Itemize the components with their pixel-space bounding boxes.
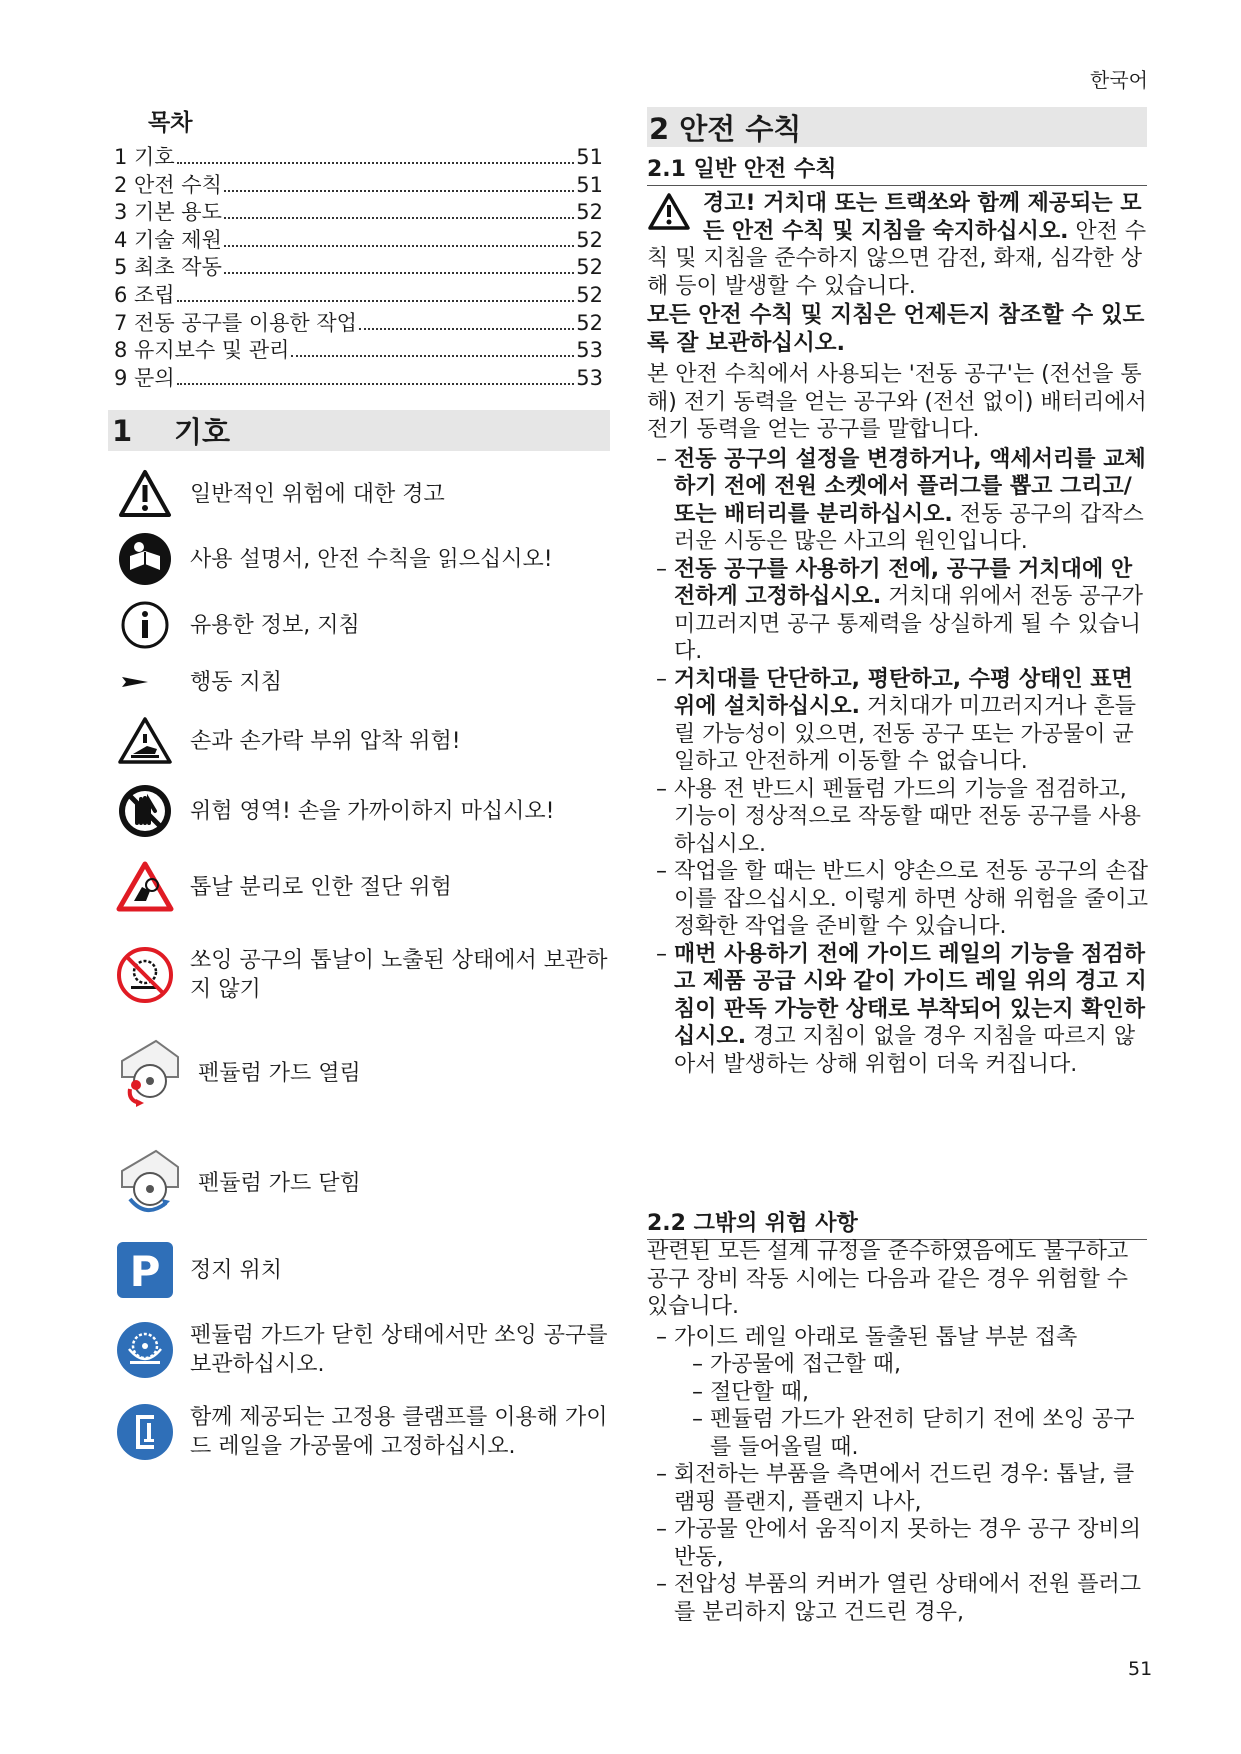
pendulum-guard-closed-icon [116, 1143, 182, 1223]
no-exposed-blade-storage-icon [116, 946, 174, 1004]
toc-entry[interactable]: 4 기술 제원 52 [114, 227, 603, 252]
list-item: – 작업을 할 때는 반드시 양손으로 전동 공구의 손잡이를 잡으십시오. 이렇게 하면 상해 위험을 줄이고 정확한 작업을 준비할 수 있습니다. [656, 859, 1148, 939]
symbol-row: 함께 제공되는 고정용 클램프를 이용해 가이드 레일을 가공물에 고정하십시오. [116, 1402, 616, 1462]
clamp-icon [116, 1403, 174, 1461]
list-item: – 거치대를 단단하고, 평탄하고, 수평 상태인 표면 위에 설치하십시오. 거치대가 미끄러지거나 흔들릴 가능성이 있으면, 전동 공구 또는 가공물이 균일하고 안전하게 이동할 수 없습니다. [656, 666, 1137, 774]
svg-text:P: P [129, 1247, 161, 1296]
subsection-2-2-heading: 2.2 그밖의 위험 사항 [647, 1206, 1147, 1240]
warning-paragraph: 경고! 거치대 또는 트랙쏘와 함께 제공되는 모든 안전 수칙 및 지침을 숙지하십시오. 안전 수칙 및 지침을 준수하지 않으면 감전, 화재, 심각한 상해 등이 발생할 수 있습니다. [647, 191, 1147, 299]
list-item: – 매번 사용하기 전에 가이드 레일의 기능을 점검하고 제품 공급 시와 같이 가이드 레일 위의 경고 지침이 판독 가능한 상태로 부착되어 있는지 확인하십시오. 경고 지침이 없을 경우 지침을 따르지 않아서 발생하는 상해 위험이 더욱 커집니다. [656, 941, 1147, 1077]
toc-title: 목차 [148, 110, 193, 136]
toc-entry[interactable]: 8 유지보수 및 관리 53 [114, 338, 603, 363]
toc-entry[interactable]: 9 문의 53 [114, 365, 603, 390]
hand-crush-warning-icon [116, 712, 174, 770]
toc-entry[interactable]: 5 최초 작동 52 [114, 255, 603, 280]
symbol-row: 위험 영역! 손을 가까이하지 마십시오! [116, 782, 616, 840]
store-guard-closed-icon [116, 1321, 174, 1379]
list-item: – 전동 공구의 설정을 변경하거나, 액세서리를 교체하기 전에 전원 소켓에서 플러그를 뽑고 그리고/또는 배터리를 분리하십시오. 전동 공구의 갑작스러운 시동은 많은 사고의 원인입니다. [656, 446, 1146, 554]
table-of-contents [114, 144, 603, 392]
blade-cut-warning-icon [116, 858, 174, 916]
toc-entry[interactable]: 1 기호 51 [114, 145, 603, 169]
list-item: – 전압성 부품의 커버가 열린 상태에서 전원 플러그를 분리하지 않고 건드린 경우, [656, 1572, 1142, 1625]
parking-position-icon [116, 1241, 174, 1299]
page-number: 51 [1128, 1658, 1153, 1680]
section-1-heading: 1 기호 [108, 410, 610, 451]
general-safety-text: 경고! 거치대 또는 트랙쏘와 함께 제공되는 모든 안전 수칙 및 지침을 숙지하십시오. 안전 수칙 및 지침을 준수하지 않으면 감전, 화재, 심각한 상해 등이 발생할 수 있습니다. 모든 안전 수칙 및 지침은 언제든지 참조할 수 있도록 잘 보관하십시오. 본 안전 수칙에서 사용되는 '전동 공구'는 (전선을 통해) 전기 동력을 얻는 공구와 (전선 없이) 배터리에서 전기 동력을 얻는 공구를 말합니다. – 전동 공구의 설정을 변경하거나, 액세서리를 교체하기 전에 전원 소켓에서 플러그를 뽑고 그리고/또는 배터리를 분리하십시오. 전동 공구의 갑작스러운 시동은 많은 사고의 원인입니다. – 전동 공구를 사용하기 전에, 공구를 거치대에 안전하게 고정하십시오. 거치대 위에서 전동 공구가 미끄러지면 공구 통제력을 상실하게 될 수 있습니다. – 거치대를 단단하고, 평탄하고, 수평 상태인 표면 위에 설치하십시오. 거치대가 미끄러지거나 흔들릴 가능성이 있으면, 전동 공구 또는 가공물이 균일하고 안전하게 이동할 수 없습니다. – 사용 전 반드시 펜듈럼 가드의 기능을 점검하고, 기능이 정상적으로 작동할 때만 전동 공구를 사용하십시오. – 작업을 할 때는 반드시 양손으로 전동 공구의 손잡이를 잡으십시오. 이렇게 하면 상해 위험을 줄이고 정확한 작업을 준비할 수 있습니다. – 매번 사용하기 전에 가이드 레일의 기능을 점검하고 제품 공급 시와 같이 가이드 레일 위의 경고 지침이 판독 가능한 상태로 부착되어 있는지 확인하십시오. 경고 지침이 없을 경우 지침을 따르지 않아서 발생하는 상해 위험이 더욱 커집니다. [647, 191, 1148, 1077]
list-subitem: – 절단할 때, [692, 1379, 809, 1405]
warning-triangle-icon [647, 192, 691, 232]
toc-entry[interactable]: 2 안전 수칙 51 [114, 172, 603, 197]
read-manual-icon [116, 530, 174, 588]
symbol-row: 펜듈럼 가드 닫힘 [116, 1143, 616, 1223]
symbol-row: 일반적인 위험에 대한 경고 [116, 465, 616, 523]
subsection-2-1-heading: 2.1 일반 안전 수칙 [647, 152, 1147, 186]
toc-entry[interactable]: 3 기본 용도 52 [114, 200, 603, 225]
list-item: – 사용 전 반드시 펜듈럼 가드의 기능을 점검하고, 기능이 정상적으로 작동할 때만 전동 공구를 사용하십시오. [656, 776, 1142, 857]
symbol-row: 톱날 분리로 인한 절단 위험 [116, 858, 616, 916]
general-warning-icon [116, 465, 174, 523]
list-subitem: – 가공물에 접근할 때, [692, 1352, 901, 1377]
info-icon [116, 596, 174, 654]
pendulum-guard-open-icon [116, 1033, 182, 1113]
action-arrow-icon [116, 653, 174, 711]
list-subitem: – 펜듈럼 가드가 완전히 닫히기 전에 쏘잉 공구를 들어올릴 때. [692, 1407, 1135, 1460]
toc-entry[interactable]: 6 조립 52 [114, 282, 603, 307]
list-item: – 가공물 안에서 움직이지 못하는 경우 공구 장비의 반동, [656, 1517, 1142, 1570]
symbol-row: 행동 지침 [116, 653, 616, 711]
section-2-heading: 2 안전 수칙 [647, 107, 1147, 147]
other-risks-text: 관련된 모든 설계 규정을 준수하였음에도 불구하고 공구 장비 작동 시에는 다음과 같은 경우 위험할 수 있습니다. – 가이드 레일 아래로 돌출된 톱날 부분 접촉 – 가공물에 접근할 때, – 절단할 때, – 펜듈럼 가드가 완전히 닫히기 전에 쏘잉 공구를 들어올릴 때. – 회전하는 부품을 측면에서 건드린 경우: 톱날, 클램핑 플랜지, 플랜지 나사, – 가공물 안에서 움직이지 못하는 경우 공구 장비의 반동, – 전압성 부품의 커버가 열린 상태에서 전원 플러그를 분리하지 않고 건드린 경우, [647, 1238, 1149, 1626]
symbol-row: 유용한 정보, 지침 [116, 596, 616, 654]
symbol-row: 손과 손가락 부위 압착 위험! [116, 712, 616, 770]
list-item: – 회전하는 부품을 측면에서 건드린 경우: 톱날, 클램핑 플랜지, 플랜지 나사, [656, 1462, 1135, 1515]
symbol-row: 사용 설명서, 안전 수칙을 읽으십시오! [116, 530, 616, 588]
list-item: – 전동 공구를 사용하기 전에, 공구를 거치대에 안전하게 고정하십시오. 거치대 위에서 전동 공구가 미끄러지면 공구 통제력을 상실하게 될 수 있습니다. [656, 556, 1144, 664]
toc-entry[interactable]: 7 전동 공구를 이용한 작업 52 [114, 310, 603, 335]
symbol-row: 펜듈럼 가드 열림 [116, 1033, 616, 1113]
symbol-row: P 정지 위치 [116, 1240, 616, 1300]
list-item: – 가이드 레일 아래로 돌출된 톱날 부분 접촉 [656, 1324, 1078, 1350]
symbol-row: 펜듈럼 가드가 닫힌 상태에서만 쏘잉 공구를 보관하십시오. [116, 1320, 616, 1380]
no-hands-icon [116, 782, 174, 840]
symbol-row: 쏘잉 공구의 톱날이 노출된 상태에서 보관하지 않기 [116, 946, 616, 1004]
language-label: 한국어 [1090, 68, 1148, 92]
